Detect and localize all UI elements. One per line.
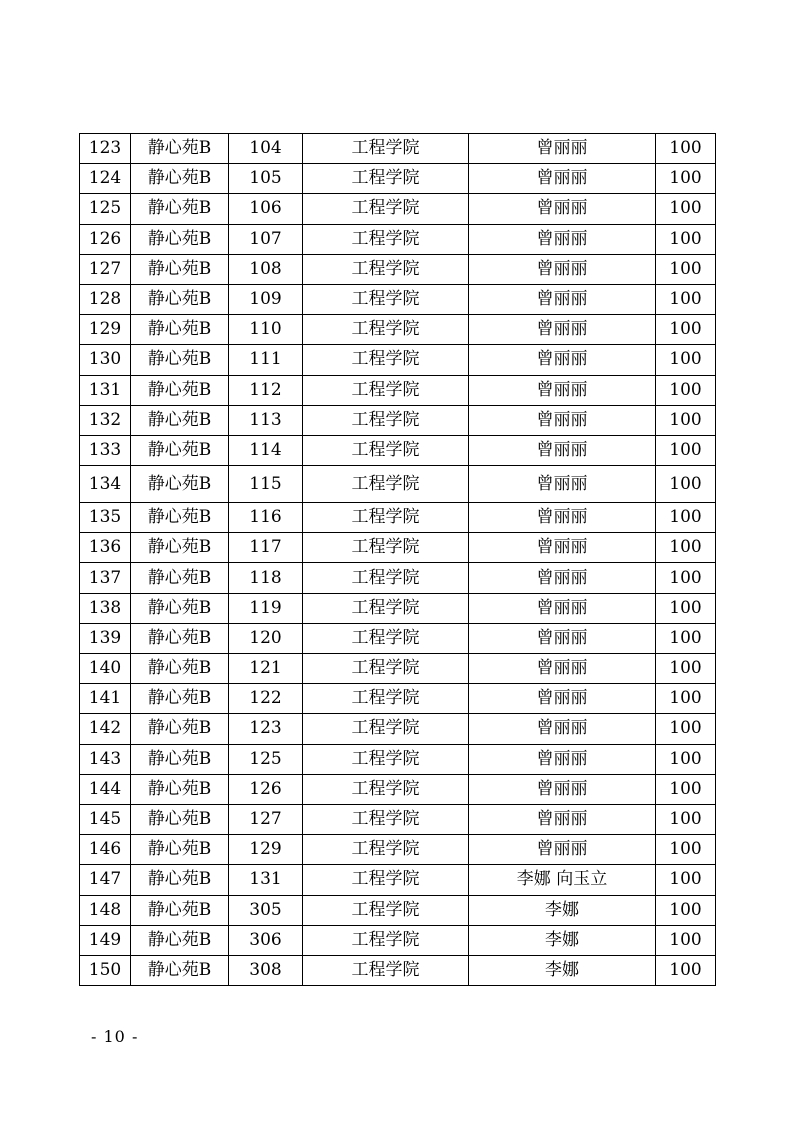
cell-index: 140 — [80, 654, 131, 684]
table-row — [80, 714, 716, 744]
cell-manager: 曾丽丽 — [469, 315, 656, 345]
cell-score: 100 — [656, 593, 716, 623]
cell-college: 工程学院 — [303, 714, 469, 744]
cell-index: 135 — [80, 503, 131, 533]
cell-room: 120 — [229, 623, 303, 653]
cell-manager: 曾丽丽 — [469, 774, 656, 804]
cell-score: 100 — [656, 194, 716, 224]
cell-index: 148 — [80, 895, 131, 925]
table-row — [80, 284, 716, 314]
cell-room: 131 — [229, 865, 303, 895]
cell-room: 112 — [229, 375, 303, 405]
cell-score: 100 — [656, 895, 716, 925]
cell-college: 工程学院 — [303, 375, 469, 405]
cell-college: 工程学院 — [303, 284, 469, 314]
cell-score: 100 — [656, 654, 716, 684]
cell-college: 工程学院 — [303, 315, 469, 345]
cell-manager: 曾丽丽 — [469, 503, 656, 533]
cell-manager: 李娜 向玉立 — [469, 865, 656, 895]
table-row — [80, 435, 716, 465]
cell-score: 100 — [656, 563, 716, 593]
cell-college: 工程学院 — [303, 466, 469, 503]
cell-room: 123 — [229, 714, 303, 744]
cell-index: 144 — [80, 774, 131, 804]
cell-building: 静心苑B — [131, 284, 229, 314]
cell-score: 100 — [656, 503, 716, 533]
cell-building: 静心苑B — [131, 895, 229, 925]
cell-manager: 曾丽丽 — [469, 714, 656, 744]
cell-college: 工程学院 — [303, 254, 469, 284]
cell-building: 静心苑B — [131, 654, 229, 684]
cell-room: 106 — [229, 194, 303, 224]
cell-college: 工程学院 — [303, 774, 469, 804]
table-row — [80, 774, 716, 804]
cell-building: 静心苑B — [131, 744, 229, 774]
table-row — [80, 194, 716, 224]
cell-room: 111 — [229, 345, 303, 375]
cell-manager: 曾丽丽 — [469, 345, 656, 375]
cell-building: 静心苑B — [131, 164, 229, 194]
cell-building: 静心苑B — [131, 593, 229, 623]
cell-score: 100 — [656, 533, 716, 563]
table-row — [80, 224, 716, 254]
cell-score: 100 — [656, 284, 716, 314]
cell-college: 工程学院 — [303, 925, 469, 955]
table-row — [80, 134, 716, 164]
cell-index: 145 — [80, 804, 131, 834]
cell-college: 工程学院 — [303, 955, 469, 985]
cell-score: 100 — [656, 405, 716, 435]
cell-score: 100 — [656, 254, 716, 284]
cell-score: 100 — [656, 835, 716, 865]
table-row — [80, 925, 716, 955]
cell-manager: 李娜 — [469, 925, 656, 955]
cell-index: 124 — [80, 164, 131, 194]
cell-index: 129 — [80, 315, 131, 345]
cell-college: 工程学院 — [303, 345, 469, 375]
cell-score: 100 — [656, 164, 716, 194]
cell-score: 100 — [656, 925, 716, 955]
table-row — [80, 684, 716, 714]
cell-manager: 曾丽丽 — [469, 563, 656, 593]
cell-building: 静心苑B — [131, 194, 229, 224]
cell-score: 100 — [656, 435, 716, 465]
cell-index: 138 — [80, 593, 131, 623]
cell-room: 126 — [229, 774, 303, 804]
cell-college: 工程学院 — [303, 895, 469, 925]
cell-score: 100 — [656, 315, 716, 345]
table-row — [80, 315, 716, 345]
cell-score: 100 — [656, 865, 716, 895]
cell-college: 工程学院 — [303, 804, 469, 834]
cell-room: 122 — [229, 684, 303, 714]
cell-building: 静心苑B — [131, 865, 229, 895]
cell-score: 100 — [656, 466, 716, 503]
cell-room: 121 — [229, 654, 303, 684]
cell-room: 127 — [229, 804, 303, 834]
cell-building: 静心苑B — [131, 955, 229, 985]
cell-college: 工程学院 — [303, 194, 469, 224]
cell-room: 117 — [229, 533, 303, 563]
table-row — [80, 503, 716, 533]
cell-room: 115 — [229, 466, 303, 503]
cell-score: 100 — [656, 134, 716, 164]
cell-score: 100 — [656, 623, 716, 653]
cell-manager: 曾丽丽 — [469, 224, 656, 254]
cell-manager: 曾丽丽 — [469, 375, 656, 405]
cell-building: 静心苑B — [131, 466, 229, 503]
table-row — [80, 345, 716, 375]
cell-index: 146 — [80, 835, 131, 865]
cell-college: 工程学院 — [303, 164, 469, 194]
table-row — [80, 254, 716, 284]
cell-index: 125 — [80, 194, 131, 224]
cell-building: 静心苑B — [131, 345, 229, 375]
cell-college: 工程学院 — [303, 654, 469, 684]
cell-room: 114 — [229, 435, 303, 465]
cell-manager: 曾丽丽 — [469, 164, 656, 194]
cell-college: 工程学院 — [303, 503, 469, 533]
cell-college: 工程学院 — [303, 134, 469, 164]
table-row — [80, 865, 716, 895]
cell-manager: 曾丽丽 — [469, 684, 656, 714]
cell-manager: 李娜 — [469, 955, 656, 985]
cell-score: 100 — [656, 714, 716, 744]
table-row — [80, 533, 716, 563]
cell-manager: 曾丽丽 — [469, 744, 656, 774]
cell-manager: 曾丽丽 — [469, 194, 656, 224]
cell-building: 静心苑B — [131, 134, 229, 164]
cell-room: 109 — [229, 284, 303, 314]
table-row — [80, 164, 716, 194]
cell-manager: 曾丽丽 — [469, 835, 656, 865]
cell-room: 308 — [229, 955, 303, 985]
cell-index: 150 — [80, 955, 131, 985]
table-row — [80, 654, 716, 684]
cell-college: 工程学院 — [303, 533, 469, 563]
cell-manager: 曾丽丽 — [469, 623, 656, 653]
cell-index: 127 — [80, 254, 131, 284]
dormitory-score-table — [79, 133, 716, 986]
cell-college: 工程学院 — [303, 835, 469, 865]
cell-college: 工程学院 — [303, 593, 469, 623]
cell-manager: 曾丽丽 — [469, 804, 656, 834]
cell-index: 149 — [80, 925, 131, 955]
cell-room: 104 — [229, 134, 303, 164]
cell-index: 137 — [80, 563, 131, 593]
cell-room: 113 — [229, 405, 303, 435]
cell-room: 305 — [229, 895, 303, 925]
cell-building: 静心苑B — [131, 315, 229, 345]
cell-manager: 曾丽丽 — [469, 284, 656, 314]
cell-index: 136 — [80, 533, 131, 563]
table-row — [80, 744, 716, 774]
cell-score: 100 — [656, 375, 716, 405]
cell-room: 108 — [229, 254, 303, 284]
cell-building: 静心苑B — [131, 533, 229, 563]
table-row — [80, 623, 716, 653]
cell-building: 静心苑B — [131, 623, 229, 653]
cell-building: 静心苑B — [131, 375, 229, 405]
table-row — [80, 593, 716, 623]
cell-index: 134 — [80, 466, 131, 503]
cell-index: 132 — [80, 405, 131, 435]
cell-building: 静心苑B — [131, 254, 229, 284]
table-row — [80, 466, 716, 503]
cell-index: 147 — [80, 865, 131, 895]
cell-manager: 曾丽丽 — [469, 254, 656, 284]
cell-room: 116 — [229, 503, 303, 533]
cell-building: 静心苑B — [131, 684, 229, 714]
cell-college: 工程学院 — [303, 744, 469, 774]
table-row — [80, 563, 716, 593]
table-row — [80, 835, 716, 865]
cell-manager: 曾丽丽 — [469, 435, 656, 465]
cell-manager: 曾丽丽 — [469, 466, 656, 503]
table-row — [80, 895, 716, 925]
cell-building: 静心苑B — [131, 925, 229, 955]
cell-score: 100 — [656, 684, 716, 714]
cell-index: 131 — [80, 375, 131, 405]
cell-manager: 曾丽丽 — [469, 593, 656, 623]
cell-index: 141 — [80, 684, 131, 714]
cell-room: 110 — [229, 315, 303, 345]
cell-room: 107 — [229, 224, 303, 254]
cell-building: 静心苑B — [131, 224, 229, 254]
cell-manager: 曾丽丽 — [469, 405, 656, 435]
cell-college: 工程学院 — [303, 684, 469, 714]
cell-room: 118 — [229, 563, 303, 593]
cell-room: 129 — [229, 835, 303, 865]
cell-room: 125 — [229, 744, 303, 774]
cell-manager: 曾丽丽 — [469, 654, 656, 684]
cell-room: 119 — [229, 593, 303, 623]
cell-manager: 李娜 — [469, 895, 656, 925]
cell-building: 静心苑B — [131, 804, 229, 834]
table-row — [80, 804, 716, 834]
cell-index: 143 — [80, 744, 131, 774]
cell-room: 105 — [229, 164, 303, 194]
cell-index: 142 — [80, 714, 131, 744]
cell-score: 100 — [656, 224, 716, 254]
cell-building: 静心苑B — [131, 563, 229, 593]
page-number: - 10 - — [91, 1027, 139, 1046]
cell-index: 139 — [80, 623, 131, 653]
cell-college: 工程学院 — [303, 623, 469, 653]
cell-manager: 曾丽丽 — [469, 134, 656, 164]
table-row — [80, 955, 716, 985]
cell-building: 静心苑B — [131, 405, 229, 435]
cell-college: 工程学院 — [303, 224, 469, 254]
cell-manager: 曾丽丽 — [469, 533, 656, 563]
cell-index: 128 — [80, 284, 131, 314]
table-row — [80, 375, 716, 405]
cell-college: 工程学院 — [303, 865, 469, 895]
cell-score: 100 — [656, 774, 716, 804]
cell-college: 工程学院 — [303, 435, 469, 465]
cell-college: 工程学院 — [303, 563, 469, 593]
cell-room: 306 — [229, 925, 303, 955]
cell-building: 静心苑B — [131, 435, 229, 465]
cell-index: 126 — [80, 224, 131, 254]
cell-building: 静心苑B — [131, 774, 229, 804]
table-body — [80, 134, 716, 986]
cell-building: 静心苑B — [131, 714, 229, 744]
cell-score: 100 — [656, 345, 716, 375]
cell-building: 静心苑B — [131, 503, 229, 533]
cell-building: 静心苑B — [131, 835, 229, 865]
cell-index: 123 — [80, 134, 131, 164]
cell-score: 100 — [656, 804, 716, 834]
cell-score: 100 — [656, 955, 716, 985]
cell-index: 133 — [80, 435, 131, 465]
cell-college: 工程学院 — [303, 405, 469, 435]
cell-index: 130 — [80, 345, 131, 375]
cell-score: 100 — [656, 744, 716, 774]
table-row — [80, 405, 716, 435]
